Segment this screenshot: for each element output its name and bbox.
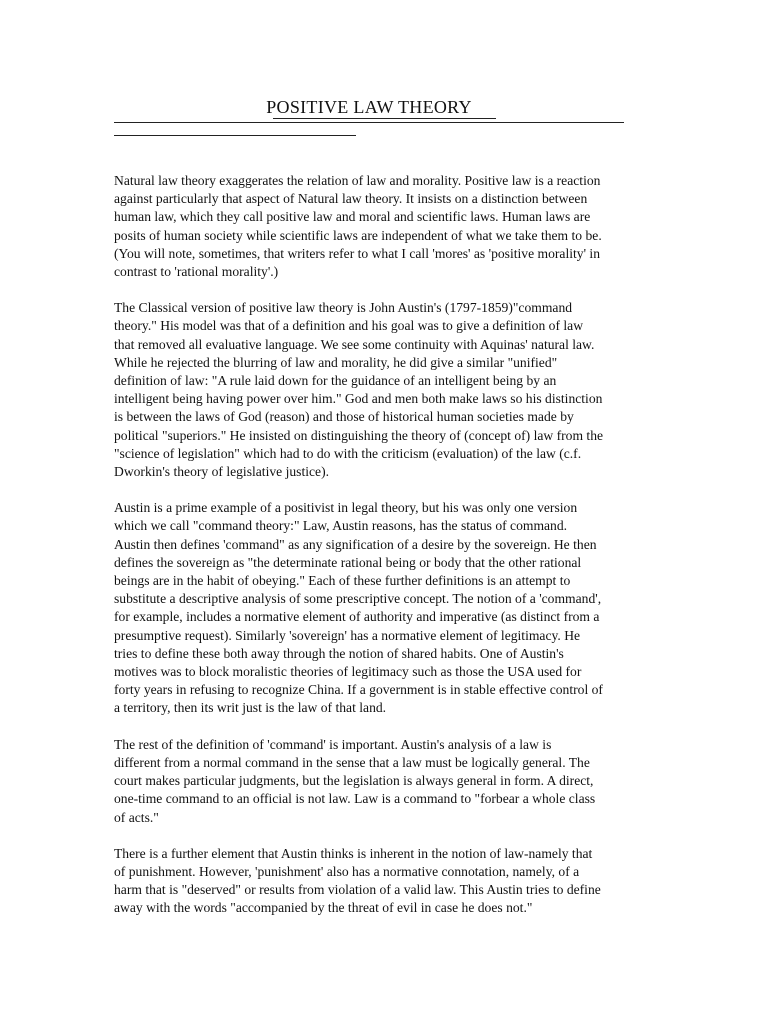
text-line: for example, includes a normative element of authority and imperative (as distinct from a [114, 609, 600, 625]
text-line: The rest of the definition of 'command' is important. Austin's analysis of a law is [114, 736, 552, 752]
paragraph [114, 299, 659, 481]
text-line: harm that is "deserved" or results from violation of a valid law. This Austin tries to define [114, 882, 601, 898]
text-line: The Classical version of positive law theory is John Austin's (1797-1859)"command [114, 300, 573, 316]
paragraph [114, 499, 659, 717]
text-line: of punishment. However, 'punishment' also has a normative connotation, namely, of a [114, 863, 580, 879]
text-line: which we call "command theory:" Law, Austin reasons, has the status of command. [114, 518, 568, 534]
paragraph [114, 736, 659, 827]
text-line: Dworkin's theory of legislative justice). [114, 464, 329, 480]
text-line: one-time command to an official is not law. Law is a command to "forbear a whole class [114, 791, 596, 807]
text-line: motives was to block moralistic theories of legitimacy such as those the USA used for [114, 664, 582, 680]
text-line: theory." His model was that of a definition and his goal was to give a definition of law [114, 318, 584, 334]
text-line: Austin is a prime example of a positivist in legal theory, but his was only one version [114, 500, 578, 516]
text-line: "science of legislation" which had to do with the criticism (evaluation) of the law (c.f. [114, 445, 582, 461]
text-line: While he rejected the blurring of law and morality, he did give a similar "unified" [114, 354, 558, 370]
text-line: of acts." [114, 809, 159, 825]
horizontal-rule [114, 135, 356, 136]
text-line: different from a normal command in the sense that a law must be logically general. The [114, 754, 590, 770]
text-line: is between the laws of God (reason) and those of historical human societies made by [114, 409, 574, 425]
text-line: posits of human society while scientific laws are independent of what we take them to be. [114, 227, 602, 243]
text-line: presumptive request). Similarly 'sovereign' has a normative element of legitimacy. He [114, 627, 581, 643]
text-line: forty years in refusing to recognize China. If a government is in stable effective control of [114, 682, 603, 698]
page-title: POSITIVE LAW THEORY [266, 97, 472, 117]
text-line: that removed all evaluative language. We see some continuity with Aquinas' natural law. [114, 336, 595, 352]
text-line: Natural law theory exaggerates the relation of law and morality. Positive law is a reaction [114, 173, 601, 188]
paragraph [114, 845, 659, 918]
text-line: There is a further element that Austin thinks is inherent in the notion of law-namely that [114, 845, 593, 861]
text-line: court makes particular judgments, but the legislation is always general in form. A direct, [114, 773, 594, 789]
text-line: away with the words "accompanied by the threat of evil in case he does not." [114, 900, 533, 916]
text-line: intelligent being having power over him." God and men both make laws so his distinction [114, 391, 603, 407]
text-line: Austin then defines 'command" as any signification of a desire by the sovereign. He then [114, 536, 597, 552]
text-line: a territory, then its writ just is the law of that land. [114, 700, 387, 716]
title-underline [273, 118, 496, 119]
text-line: (You will note, sometimes, that writers refer to what I call 'mores' as 'positive morality' in [114, 245, 600, 261]
text-line: human law, which they call positive law and moral and scientific laws. Human laws are [114, 209, 591, 225]
text-line: contrast to 'rational morality'.) [114, 264, 279, 280]
text-line: definition of law: "A rule laid down for the guidance of an intelligent being by an [114, 373, 557, 389]
document-body [114, 172, 659, 936]
paragraph [114, 172, 659, 281]
text-line: defines the sovereign as "the determinate rational being or body that the other rational [114, 554, 582, 570]
text-line: beings are in the habit of obeying." Each of these further definitions is an attempt to [114, 573, 571, 589]
text-line: tries to define these both away through the notion of shared habits. One of Austin's [114, 645, 564, 661]
text-line: against particularly that aspect of Natural law theory. It insists on a distinction between [114, 191, 588, 207]
text-line: political "superiors." He insisted on distinguishing the theory of (concept of) law from the [114, 427, 604, 443]
text-line: substitute a descriptive analysis of some prescriptive concept. The notion of a 'command', [114, 591, 602, 607]
